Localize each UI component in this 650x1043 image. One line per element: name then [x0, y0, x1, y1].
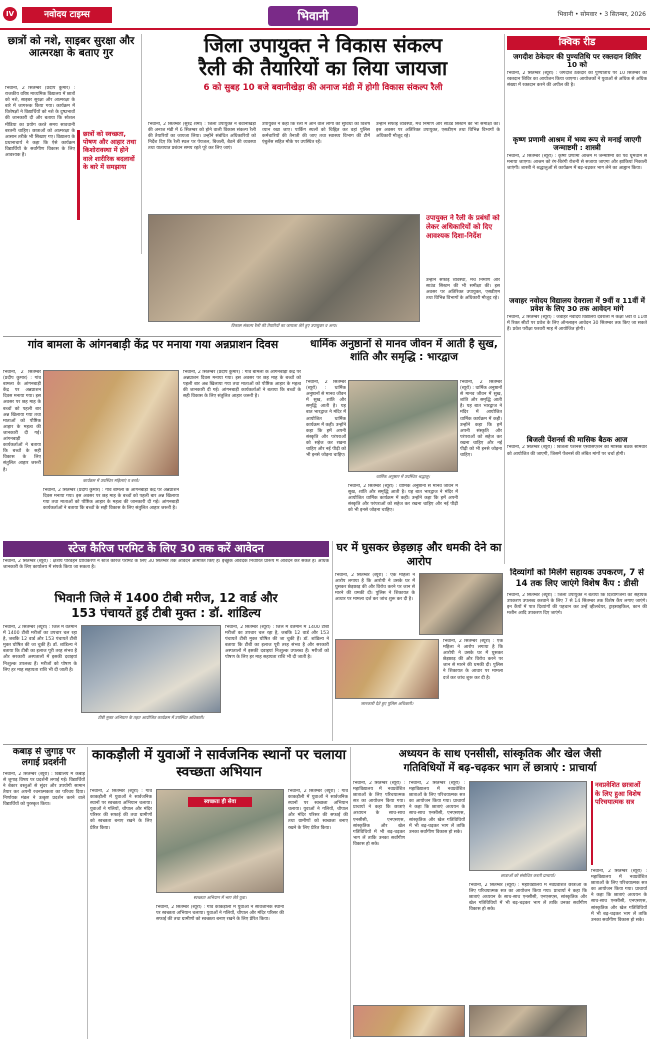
stage-carriage-band: [3, 541, 329, 557]
story-body-2: भिवानी, 2 सितम्बर (ब्यूरो) : महाविद्यालय में नवप्रवेशित छात्राओं के लिए परिचयात्मक सत्र का आयोजन किया गया। प्राचार्या ने कहा कि छात्राएं अध्ययन के साथ-साथ एनसीसी, एनएसएस, सांस्कृतिक और खेल गतिविधियों में भी बढ़-चढ़कर भाग लें ताकि उनका सर्वांगीण विकास हो सके।: [409, 781, 465, 835]
story-body: भिवानी, 2 सितम्बर (ब्यूरो) : जिला उपायुक्त ने बताया कि दिव्यांगजनों को सहायक उपकरण उपलब्ध करवाने के लिए 7 से 14 सितम्बर तक विशेष कैंप लगाए जाएंगे। इन कैंपों में पात्र दिव्यांगों की पहचान कर उन्हें व्हीलचेयर, ट्राइसाइकिल, कान की मशीन आदि उपकरण दिए जाएंगे।: [507, 593, 647, 617]
story-headline: धार्मिक अनुष्ठानों से मानव जीवन में आती है सुख, शांति और समृद्धि : भारद्वाज: [310, 338, 498, 363]
story-headline: घर में घुसकर छेड़छाड़ और धमकी देने का आरोप: [336, 541, 502, 568]
adhyayan-photo: [469, 781, 587, 871]
masthead: [0, 0, 650, 36]
story-headline: कबाड़ से जुगाड़ पर लगाई प्रदर्शनी: [12, 747, 76, 768]
story-headline: गांव बामला के आंगनबाड़ी केंद्र पर मनाया गया अन्नप्राशन दिवस: [27, 338, 279, 351]
tb-headline-2: 153 पंचायतें हुईं टीबी मुक्त : डॉ. शांडिल्य: [71, 606, 261, 620]
story-body-cont: भिवानी, 2 सितम्बर (ब्यूरो) : जिले में वर्तमान में 1400 टीबी मरीजों का उपचार चल रहा है, जबकि 12 वार्ड और 153 पंचायतें टीबी मुक्त घोषित की जा चुकी हैं। डॉ. शांडिल्य ने बताया कि टीबी का इलाज पूरी तरह संभव है और सरकारी अस्पतालों में इसकी दवाइयां निःशुल्क उपलब्ध हैं। मरीजों को पोषण के लिए हर माह सहायता राशि भी दी जाती है।: [225, 625, 329, 661]
story-body: भिवानी, 2 सितम्बर (ब्यूरो) : धार्मिक अनुष्ठानों से मानव जीवन में सुख, शांति और समृद्धि आती है। यह बात भारद्वाज ने मंदिर में आयोजित धार्मिक कार्यक्रम में कही। उन्होंने कहा कि हमें अपनी संस्कृति और परंपराओं को सहेज कर रखना चाहिए और नई पीढ़ी को भी इनसे जोड़ना चाहिए।: [306, 380, 346, 459]
story-body-bottom: भिवानी, 2 सितम्बर (ब्यूरो) : गांव काकड़ौली में युवाओं ने सार्वजनिक स्थानों पर स्वच्छता अभियान चलाया। युवाओं ने गलियों, चौपाल और मंदिर परिसर की सफाई की तथा ग्रामीणों को स्वच्छता बनाए रखने के लिए प्रेरित किया।: [156, 905, 284, 923]
story-kabaad: [3, 747, 85, 1039]
brand-name: नवोदय टाइम्स: [22, 7, 112, 23]
ghar-photo: [419, 573, 503, 635]
quick-head-1: जगदीश ठेकेदार की पुण्यतिथि पर रक्तदान शिविर 10 को: [513, 52, 641, 69]
story-body: भिवानी, 2 सितम्बर (ब्यूरो) : जिले में वर्तमान में 1400 टीबी मरीजों का उपचार चल रहा है, जबकि 12 वार्ड और 153 पंचायतें टीबी मुक्त घोषित की जा चुकी हैं। डॉ. शांडिल्य ने बताया कि टीबी का इलाज पूरी तरह संभव है और सरकारी अस्पतालों में इसकी दवाइयां निःशुल्क उपलब्ध हैं। मरीजों को पोषण के लिए हर माह सहायता राशि भी दी जाती है।: [3, 625, 77, 673]
tb-photo: [81, 625, 221, 713]
lead-side-head: [426, 214, 500, 274]
story-body-cont: भिवानी, 2 सितम्बर (ब्यूरो) : गांव काकड़ौली में युवाओं ने सार्वजनिक स्थानों पर स्वच्छता अभियान चलाया। युवाओं ने गलियों, चौपाल और मंदिर परिसर की सफाई की तथा ग्रामीणों को स्वच्छता बनाए रखने के लिए प्रेरित किया।: [288, 789, 348, 831]
section-name: भिवानी: [268, 6, 358, 26]
quick-read-title: क्विक रीड: [507, 36, 647, 50]
story-body-cont: भिवानी, 2 सितम्बर (ब्यूरो) : एक महिला ने आरोप लगाया है कि आरोपी ने उसके घर में घुसकर छेड़छाड़ की और विरोध करने पर जान से मारने की धमकी दी। पुलिस ने शिकायत के आधार पर मामला दर्ज कर जांच शुरू कर दी है।: [443, 639, 503, 681]
story-body: भिवानी, 2 सितम्बर (ब्यूरो) : गांव काकड़ौली में युवाओं ने सार्वजनिक स्थानों पर स्वच्छता अभियान चलाया। युवाओं ने गलियों, चौपाल और मंदिर परिसर की सफाई की तथा ग्रामीणों को स्वच्छता बनाए रखने के लिए प्रेरित किया।: [90, 789, 152, 831]
quick-head-2: कृष्ण प्रणामी आश्रम में भव्य रूप से मनाई जाएगी जन्माष्टमी : शास्त्री: [512, 134, 642, 152]
quick-body-3: भिवानी, 2 सितम्बर (ब्यूरो) : जवाहर नवोदय विद्यालय देवराला में कक्षा 9वीं व 11वीं में रिक्त सीटों पर प्रवेश के लिए ऑनलाइन आवेदन 30 सितम्बर तक किए जा सकते हैं। प्रवेश परीक्षा फरवरी माह में आयोजित होगी।: [507, 314, 647, 332]
lead-headline-1: जिला उपायुक्त ने विकास संकल्प: [203, 34, 443, 57]
anganwadi-caption: कार्यक्रम में उपस्थित महिलाएं व बच्चे।: [82, 478, 140, 483]
lead-photo-caption: विकास संकल्प रैली की तैयारियों का जायजा लेते हुए उपायुक्त व अन्य।: [230, 323, 338, 328]
adhyayan-headline-1: अध्ययन के साथ एनसीसी, सांस्कृतिक और खेल जैसी: [398, 748, 602, 760]
adhyayan-headline-2: गतिविधियों में बढ़-चढ़कर भाग लें छात्राएं : प्राचार्या: [403, 762, 597, 774]
tb-caption: टीबी मुक्त अभियान के तहत आयोजित कार्यक्रम में उपस्थित अधिकारी।: [97, 715, 205, 720]
adhyayan-side-head: [591, 781, 647, 865]
quick-body-4: भिवानी, 2 सितम्बर (ब्यूरो) : बिजली पेंशनर्स एसोसिएशन की मासिक बैठक सोमवार को आयोजित की जाएगी, जिसमें पेंशनर्स की लंबित मांगों पर चर्चा होगी।: [507, 445, 647, 457]
tb-headline-1: भिवानी जिले में 1400 टीबी मरीज, 12 वार्ड और: [54, 591, 278, 605]
swachhata-caption: स्वच्छता अभियान में भाग लेते युवा।: [193, 895, 247, 900]
story-divyang: [507, 568, 647, 740]
ghar-photo-2: [335, 639, 439, 699]
story-body-cont: भिवानी, 2 सितम्बर (ब्यूरो) : धार्मिक अनुष्ठानों से मानव जीवन में सुख, शांति और समृद्धि आती है। यह बात भारद्वाज ने मंदिर में आयोजित धार्मिक कार्यक्रम में कही। उन्होंने कहा कि हमें अपनी संस्कृति और परंपराओं को सहेज कर रखना चाहिए और नई पीढ़ी को भी इनसे जोड़ना चाहिए।: [460, 380, 502, 459]
lead-body-c: उन्होंने सफाई व्यवस्था, मंच निर्माण और साउंड सिस्टम की भी समीक्षा की। इस अवसर पर अतिरिक्त उपायुक्त, एसडीएम तथा विभिन्न विभागों के अधिकारी मौजूद रहे।: [376, 122, 500, 140]
adhyayan-photo-3: [469, 1005, 587, 1037]
story-body: भिवानी, 2 सितम्बर (ब्यूरो) : महाविद्यालय में नवप्रवेशित छात्राओं के लिए परिचयात्मक सत्र का आयोजन किया गया। प्राचार्या ने कहा कि छात्राएं अध्ययन के साथ-साथ एनसीसी, एनएसएस, सांस्कृतिक और खेल गतिविधियों में भी बढ़-चढ़कर भाग लें ताकि उनका सर्वांगीण विकास हो सके।: [353, 781, 405, 847]
story-headline: स्टेज कैरिज परमिट के लिए 30 तक करें आवेदन: [68, 542, 264, 555]
dharmik-caption: धार्मिक अनुष्ठान में उपस्थित श्रद्धालु।: [376, 474, 430, 479]
story-body-4: भिवानी, 2 सितम्बर (ब्यूरो) : महाविद्यालय में नवप्रवेशित छात्राओं के लिए परिचयात्मक सत्र का आयोजन किया गया। प्राचार्या ने कहा कि छात्राएं अध्ययन के साथ-साथ एनसीसी, एनएसएस, सांस्कृतिक और खेल गतिविधियों में भी बढ़-चढ़कर भाग लें ताकि उनका सर्वांगीण विकास हो सके।: [591, 869, 647, 923]
story-body-3: भिवानी, 2 सितम्बर (ब्यूरो) : महाविद्यालय में नवप्रवेशित छात्राओं के लिए परिचयात्मक सत्र का आयोजन किया गया। प्राचार्या ने कहा कि छात्राएं अध्ययन के साथ-साथ एनसीसी, एनएसएस, सांस्कृतिक और खेल गतिविधियों में भी बढ़-चढ़कर भाग लें ताकि उनका सर्वांगीण विकास हो सके।: [469, 883, 587, 913]
story-tb: [3, 591, 329, 741]
adhyayan-photo-2: [353, 1005, 465, 1037]
story-body-bottom: भिवानी, 2 सितम्बर (ब्यूरो) : धार्मिक अनुष्ठानों से मानव जीवन में सुख, शांति और समृद्धि आती है। यह बात भारद्वाज ने मंदिर में आयोजित धार्मिक कार्यक्रम में कही। उन्होंने कहा कि हमें अपनी संस्कृति और परंपराओं को सहेज कर रखना चाहिए और नई पीढ़ी को भी इनसे जोड़ना चाहिए।: [348, 484, 458, 514]
quick-body-2: भिवानी, 2 सितम्बर (ब्यूरो) : कृष्ण प्रणामी आश्रम में जन्माष्टमी का पर्व धूमधाम से मनाया जाएगा। आश्रम को रंग-बिरंगी रोशनी से सजाया जाएगा और झांकियां निकाली जाएंगी। शास्त्री ने श्रद्धालुओं से कार्यक्रम में बढ़-चढ़कर भाग लेने का आह्वान किया।: [507, 153, 647, 171]
lead-side-body: उन्होंने सफाई व्यवस्था, मंच निर्माण और साउंड सिस्टम की भी समीक्षा की। इस अवसर पर अतिरिक्त उपायुक्त, एसडीएम तथा विभिन्न विभागों के अधिकारी मौजूद रहे।: [426, 278, 500, 302]
quick-read-column: [507, 36, 647, 566]
adhyayan-side-head-text: नवप्रवेशित छात्राओं के लिए हुआ विशेष परिचयात्मक सत्र: [595, 781, 641, 807]
lead-subhead: 6 को सुबह 10 बजे बवानीखेड़ा की अनाज मंडी में होगी विकास संकल्प रैली: [203, 83, 443, 93]
adhyayan-caption: छात्राओं को संबोधित करती प्राचार्या।: [500, 873, 556, 878]
story-ghar: [335, 541, 503, 741]
quick-head-4: बिजली पेंशनर्स की मासिक बैठक आज: [526, 434, 628, 444]
story-body-bottom: भिवानी, 2 सितम्बर (प्रदीप कुमार) : गांव बामला के आंगनबाड़ी केंद्र पर अन्नप्राशन दिवस मनाया गया। इस अवसर पर छह माह के बच्चों को पहली बार अन्न खिलाया गया तथा माताओं को पौष्टिक आहार के महत्व की जानकारी दी गई। आंगनबाड़ी कार्यकर्ताओं ने बताया कि बच्चों के सही विकास के लिए संतुलित आहार जरूरी है।: [43, 488, 179, 512]
story-body: भिवानी, 2 सितम्बर (ब्यूरो) : विद्यालय में कबाड़ से जुगाड़ विषय पर प्रदर्शनी लगाई गई। विद्यार्थियों ने बेकार वस्तुओं से सुंदर और उपयोगी सामान तैयार कर अपनी रचनात्मकता का परिचय दिया। निर्णायक मंडल ने उत्कृष्ट प्रदर्शन करने वाले विद्यार्थियों को पुरस्कृत किया।: [3, 772, 85, 808]
pull-quote-text: छात्रों को स्वच्छता, पोषण और आहार तथा किशोरावस्था में होने वाले शारीरिक बदलावों के बारे में समझाया: [83, 130, 136, 171]
lead-photo: [148, 214, 420, 322]
lead-story: [144, 34, 502, 334]
story-adhyayan: [353, 747, 647, 1039]
story-swachhata: [90, 747, 348, 1039]
anganwadi-photo: [43, 370, 179, 476]
dateline: भिवानी • सोमवार • 3 सितम्बर, 2026: [557, 11, 646, 18]
quick-body-1: भिवानी, 2 सितम्बर (ब्यूरो) : जगदीश ठेकेदार की पुण्यतिथि पर 10 सितम्बर को रक्तदान शिविर का आयोजन किया जाएगा। आयोजकों ने युवाओं से अधिक से अधिक संख्या में रक्तदान करने की अपील की है।: [507, 70, 647, 89]
story-headline: काकड़ौली में युवाओं ने सार्वजनिक स्थानों पर चलाया स्वच्छता अभियान: [91, 747, 347, 780]
swachhata-banner: स्वच्छता ही सेवा: [188, 797, 252, 807]
quick-head-3: जवाहर नवोदय विद्यालय देवराला में 9वीं व 11वीं में प्रवेश के लिए 30 तक आवेदन मांगे: [509, 295, 645, 313]
story-body: भिवानी, 2 सितम्बर (प्रदीप कुमार) : गांव बामला के आंगनबाड़ी केंद्र पर अन्नप्राशन दिवस मनाया गया। इस अवसर पर छह माह के बच्चों को पहली बार अन्न खिलाया गया तथा माताओं को पौष्टिक आहार के महत्व की जानकारी दी गई। आंगनबाड़ी कार्यकर्ताओं ने बताया कि बच्चों के सही विकास के लिए संतुलित आहार जरूरी है।: [3, 370, 41, 473]
lead-body-a: भिवानी, 2 सितम्बर (सुरेंद्र शर्मा) : जिला उपायुक्त ने बवानीखेड़ा की अनाज मंडी में 6 सितम्बर को होने वाली विकास संकल्प रैली की तैयारियों का जायजा लिया। उन्होंने संबंधित अधिकारियों को निर्देश दिए कि रैली स्थल पर पेयजल, बिजली, बैठने की व्यवस्था तथा यातायात प्रबंधन समय रहते पूरे कर लिए जाएं।: [148, 122, 256, 152]
lead-body-b: उपायुक्त ने कहा कि रैली में आने वाले लोगों की सुविधा का विशेष ध्यान रखा जाए। पार्किंग स्थलों को चिह्नित कर वहां पुलिस कर्मचारियों की तैनाती की जाए तथा स्वास्थ्य विभाग की टीमें एंबुलेंस सहित मौके पर उपस्थित रहें।: [262, 122, 370, 146]
story-dharmik: [306, 338, 502, 538]
story-headline: दिव्यांगों को मिलेंगे सहायक उपकरण, 7 से 14 तक लिए जाएंगे विशेष कैंप : डीसी: [510, 568, 644, 589]
story-headline: छात्रों को नशे, साइबर सुरक्षा और आत्मरक्षा के बताए गुर: [7, 35, 135, 59]
story-students-safety: [3, 34, 139, 234]
story-anganwadi: [3, 338, 303, 538]
story-body: भिवानी, 2 सितम्बर (प्रदीप कुमार) : राजकीय वरिष्ठ माध्यमिक विद्यालय में छात्रों को नशे, साइबर सुरक्षा और आत्मरक्षा के बारे में जागरूक किया गया। कार्यक्रम में विशेषज्ञों ने विद्यार्थियों को नशे के दुष्प्रभावों की जानकारी दी और बताया कि सोशल मीडिया का प्रयोग करते समय सावधानी बरतनी चाहिए। छात्राओं को आत्मरक्षा के आसान तरीके भी सिखाए गए। विद्यालय के प्रधानाचार्य ने कहा कि ऐसे कार्यक्रम विद्यार्थियों के सर्वांगीण विकास के लिए आवश्यक हैं।: [5, 86, 75, 159]
ghar-caption: जानकारी देते हुए पुलिस अधिकारी।: [360, 701, 414, 706]
pull-quote: [77, 130, 139, 220]
page-number: IV: [3, 7, 17, 21]
lead-headline-2: रैली की तैयारियों का लिया जायजा: [198, 56, 448, 80]
lead-side-head-text: उपायुक्त ने रैली के प्रबंधों को लेकर अधिकारियों को दिए आवश्यक दिशा-निर्देश: [426, 214, 500, 240]
story-body-cont: भिवानी, 2 सितम्बर (प्रदीप कुमार) : गांव बामला के आंगनबाड़ी केंद्र पर अन्नप्राशन दिवस मनाया गया। इस अवसर पर छह माह के बच्चों को पहली बार अन्न खिलाया गया तथा माताओं को पौष्टिक आहार के महत्व की जानकारी दी गई। आंगनबाड़ी कार्यकर्ताओं ने बताया कि बच्चों के सही विकास के लिए संतुलित आहार जरूरी है।: [183, 370, 301, 400]
stage-carriage-body: भिवानी, 2 सितम्बर (ब्यूरो) : क्षेत्रीय परिवहन प्राधिकरण ने स्टेज कैरिज परमिट के लिए 30 सितम्बर तक आवेदन आमंत्रित किए हैं। इच्छुक आवेदक निर्धारित प्रारूप में आवेदन कर सकते हैं। अधिक जानकारी के लिए कार्यालय में संपर्क किया जा सकता है।: [3, 559, 329, 571]
story-body: भिवानी, 2 सितम्बर (ब्यूरो) : एक महिला ने आरोप लगाया है कि आरोपी ने उसके घर में घुसकर छेड़छाड़ की और विरोध करने पर जान से मारने की धमकी दी। पुलिस ने शिकायत के आधार पर मामला दर्ज कर जांच शुरू कर दी है।: [335, 573, 415, 603]
dharmik-photo: [348, 380, 458, 472]
